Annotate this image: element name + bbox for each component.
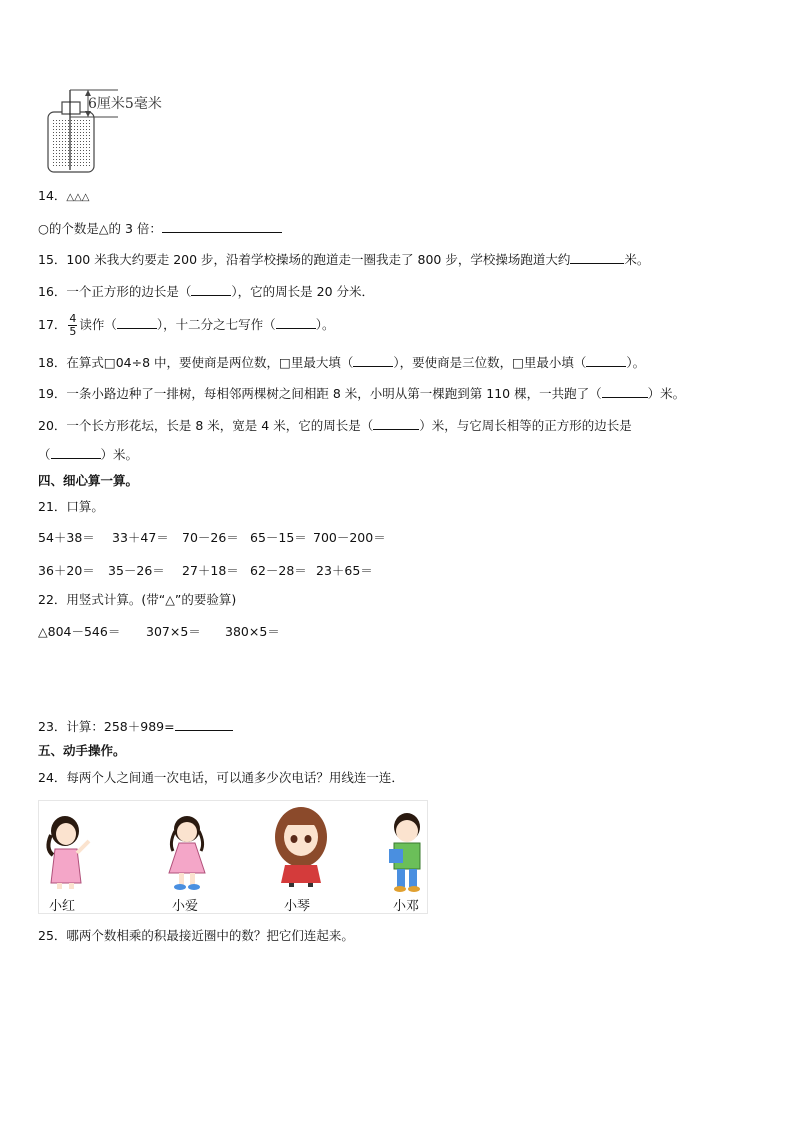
q21-problem: 70－26＝: [182, 530, 239, 545]
q17-mid1: 读作（: [79, 317, 117, 332]
q18-part3: ）。: [626, 355, 646, 370]
q16-post: ），它的周长是 20 分米．: [231, 284, 375, 299]
q19-pre: 19．一条小路边种了一排树，每相邻两棵树之间相距 8 米，小明从第一棵跑到第 110 棵，一共跑了（: [38, 386, 602, 401]
q17: [38, 309, 334, 341]
q20-line2-pre: （: [38, 447, 51, 462]
q21-title: 21．口算。: [38, 499, 104, 514]
q18-part2: ），要使商是三位数，□里最小填（: [393, 355, 587, 370]
q17-answer-blank-1[interactable]: [117, 316, 157, 329]
q14-triangles: △△△: [66, 192, 90, 203]
person-xiaodeng-icon: [389, 813, 420, 892]
cylinder-height-label: 6厘米5毫米: [88, 96, 162, 112]
q19: [38, 385, 685, 402]
q17-fraction-denominator: 5: [69, 325, 77, 338]
q20-line2: [38, 446, 138, 463]
q20-pre: 20．一个长方形花坛，长是 8 米，宽是 4 米，它的周长是（: [38, 418, 374, 433]
q17-post: ）。: [315, 317, 335, 332]
q17-answer-blank-2[interactable]: [276, 316, 316, 329]
person-xiaoai-icon: [169, 816, 205, 890]
q20-line1: [38, 417, 632, 434]
q15: [38, 251, 649, 268]
q18-answer-blank-2[interactable]: [586, 354, 626, 367]
q14-answer-blank[interactable]: [162, 220, 282, 233]
q15-text: 15．100 米我大约要走 200 步，沿着学校操场的跑道走一圈我走了 800 步，学校操场跑道大约: [38, 252, 571, 267]
q15-answer-blank[interactable]: [570, 251, 624, 264]
q20-line2-post: ）米。: [100, 447, 139, 462]
q17-fraction: [68, 313, 77, 338]
q17-fraction-numerator: 4: [69, 312, 77, 325]
section5-title: 五、动手操作。: [38, 743, 126, 758]
q24-text: 24．每两个人之间通一次电话，可以通多少次电话？用线连一连．: [38, 770, 404, 785]
q19-answer-blank[interactable]: [602, 385, 648, 398]
q20-answer-blank-2[interactable]: [51, 446, 101, 459]
q22-problem-1: △804－546＝: [38, 624, 121, 639]
q24-people-drawing: [39, 801, 427, 913]
person-xiaoqin-icon: [275, 807, 327, 887]
person-name-xiaoai: 小爱: [172, 899, 199, 914]
q24-figure: [38, 800, 428, 914]
q20-answer-blank-1[interactable]: [373, 417, 419, 430]
q20-mid: ）米，与它周长相等的正方形的边长是: [419, 418, 632, 433]
q18-answer-blank-1[interactable]: [353, 354, 393, 367]
q21-problem: 35－26＝: [108, 563, 165, 578]
q21-problem: 62－28＝: [250, 563, 307, 578]
q25-text: 25．哪两个数相乘的积最接近圈中的数？把它们连起来。: [38, 928, 354, 943]
q16: [38, 283, 374, 300]
q22-problem-2: 307×5＝: [146, 624, 201, 639]
q23-pre: 23．计算：258＋989=: [38, 719, 175, 734]
person-name-xiaoqin: 小琴: [284, 899, 311, 914]
q21-problem: 700－200＝: [313, 530, 386, 545]
person-name-xiaodeng: 小邓: [393, 899, 420, 914]
q22-problem-3: 380×5＝: [225, 624, 280, 639]
q21-problem: 23＋65＝: [316, 563, 373, 578]
q23: [38, 718, 233, 735]
q17-pre: 17．: [38, 317, 67, 332]
q14-number: 14．: [38, 188, 67, 203]
cylinder-figure: [44, 84, 184, 176]
q14-line1: [38, 188, 89, 206]
q21-problem: 65－15＝: [250, 530, 307, 545]
q21-problem: 54＋38＝: [38, 530, 95, 545]
section4-title: 四、细心算一算。: [38, 473, 139, 488]
q18: [38, 354, 645, 371]
q14-prompt: ○的个数是△的 3 倍：: [38, 221, 162, 236]
q23-answer-blank[interactable]: [175, 718, 233, 731]
q14-line2: [38, 220, 282, 237]
q15-unit: 米。: [624, 252, 650, 267]
q18-part1: 18．在算式□04÷8 中，要使商是两位数，□里最大填（: [38, 355, 354, 370]
q22-title: 22．用竖式计算。(带“△”的要验算): [38, 592, 237, 607]
q21-problem: 33＋47＝: [112, 530, 169, 545]
q16-pre: 16．一个正方形的边长是（: [38, 284, 192, 299]
q19-post: ）米。: [647, 386, 686, 401]
person-name-xiaohong: 小红: [49, 899, 76, 914]
q17-mid2: ），十二分之七写作（: [156, 317, 276, 332]
person-xiaohong-icon: [48, 816, 89, 889]
q21-problem: 27＋18＝: [182, 563, 239, 578]
q21-problem: 36＋20＝: [38, 563, 95, 578]
q16-answer-blank[interactable]: [191, 283, 231, 296]
